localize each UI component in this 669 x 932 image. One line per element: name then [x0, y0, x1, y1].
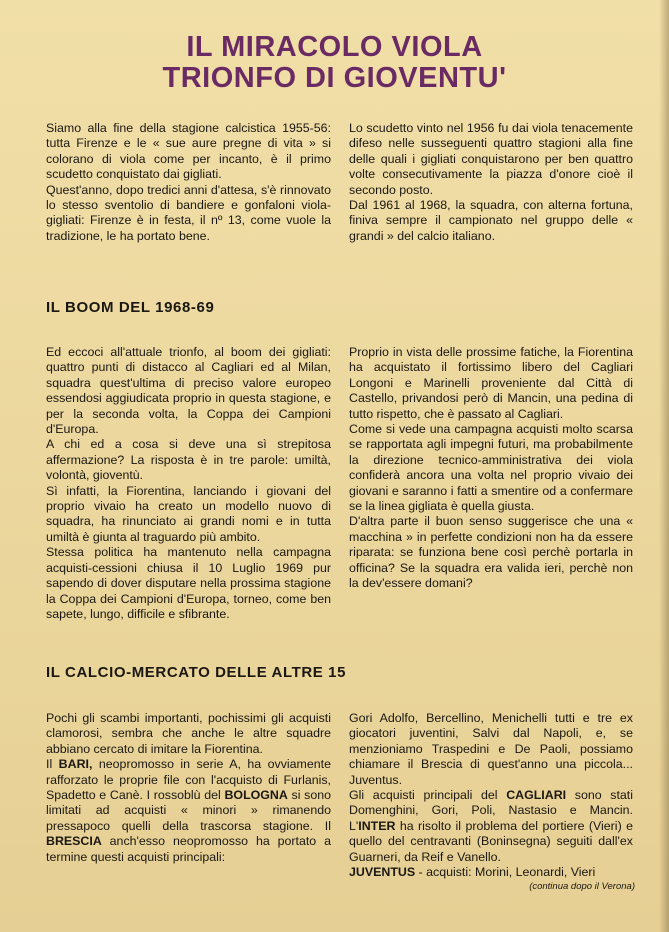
boom-left-paragraph-4: Stessa politica ha mantenuto nella campagna acquisti-cessioni chiusa il 10 Luglio 1969 pur sapendo di dover disputare nella prossima stagione la Coppa dei Campioni d'Europa, torneo, come ben sapete, lungo, difficile e sfibrante.: [46, 545, 331, 621]
intro-left-column: [46, 121, 331, 244]
mercato-left-column: [46, 711, 331, 865]
boom-right-paragraph-2: Come si vede una campagna acquisti molto scarsa se rapportata agli impegni futuri, ma probabilmente la direzione tecnico-amministrativa dei viola confiderà ancora una volta nel proprio vivaio dei giovani e saranno i fatti a smentire od a confermare se la linea gigliata è quella giusta.: [349, 422, 633, 514]
intro-left-paragraph-2: Quest'anno, dopo tredici anni d'attesa, s'è rinnovato lo stesso sventolio di bandiere e gonfaloni viola-gigliati: Firenze è in festa, il nº 13, come vuole la tradizione, le ha portato bene.: [46, 182, 331, 243]
mercato-right-paragraph-1: Gori Adolfo, Bercellino, Menichelli tutti e tre ex giocatori juventini, Salvi dal Napoli, e, se menzioniamo Traspedini e De Paoli, possiamo chiamare il Brescia di quest'anno una piccola... Juventus.: [349, 711, 633, 787]
intro-right-paragraph-2: Dal 1961 al 1968, la squadra, con alterna fortuna, finiva sempre il campionato nel gruppo delle « grandi » del calcio italiano.: [349, 198, 633, 243]
boom-left-paragraph-1: Ed eccoci all'attuale trionfo, al boom dei gigliati: quattro punti di distacco al Cagliari ed al Milan, squadra quest'ultima di preciso valore europeo essendosi aggiudicata proprio in questa stagione, e per la seconda volta, la Coppa dei Campioni d'Europa.: [46, 345, 331, 437]
mercato-right-column: [349, 711, 633, 880]
boom-left-paragraph-2: A chi ed a cosa si deve una sì strepitosa affermazione? La risposta è in tre parole: umiltà, volontà, gioventù.: [46, 437, 331, 483]
text-run: neopromosso in serie A, ha ovviamente rafforzato le proprie file con l'acquisto di Furlanis, Spadetto e Canè. I rossoblù del: [46, 757, 331, 803]
intro-left-paragraph-1: Siamo alla fine della stagione calcistica 1955-56: tutta Firenze e le « sue aure pregne di vita » si colorano di viola come per incanto, è il primo scudetto conquistato dai gigliati.: [46, 121, 331, 182]
main-title-line-2: TRIONFO DI GIOVENTU': [162, 62, 507, 94]
mercato-right-paragraph-2: [349, 788, 633, 865]
boom-left-paragraph-3: Sì infatti, la Fiorentina, lanciando i giovani del proprio vivaio ha creato un modello nuovo di squadra, ha rinunciato ai grandi nomi e in tutta umiltà è giunta al traguardo più ambito.: [46, 483, 331, 544]
boom-right-column: [349, 345, 633, 592]
boom-left-column: [46, 345, 331, 622]
text-run: ha risolto il problema del portiere (Vieri) e quello del centravanti (Boninsegna) seguiti dall'ex Guarneri, da Reif e Vanello.: [349, 818, 633, 864]
team-name-brescia: BRESCIA: [46, 834, 102, 849]
text-run: si sono limitati ad acquisti « minori » rimanendo pressapoco quelli della trascorsa stagione. Il: [46, 788, 331, 833]
intro-right-column: [349, 121, 633, 244]
team-name-inter: INTER: [358, 818, 396, 833]
text-run: Il: [46, 757, 59, 772]
continuation-note: (continua dopo il Verona): [529, 881, 635, 892]
text-run: Gli acquisti principali del: [349, 788, 507, 803]
page-edge-shadow: [659, 0, 669, 932]
section-heading-mercato: IL CALCIO-MERCATO DELLE ALTRE 15: [46, 664, 347, 681]
team-name-bologna: BOLOGNA: [224, 788, 288, 803]
text-run: - acquisti: Morini, Leonardi, Vieri: [415, 865, 596, 880]
text-run: anch'esso neopromosso ha portato a termine questi acquisti principali:: [46, 834, 331, 864]
text-run: sono stati Domenghini, Gori, Poli, Nastasio e Mancin. L': [349, 788, 633, 833]
section-heading-boom: IL BOOM DEL 1968-69: [46, 299, 215, 316]
team-name-juventus: JUVENTUS: [349, 865, 416, 880]
main-title-line-1: IL MIRACOLO VIOLA: [186, 31, 483, 63]
mercato-left-paragraph-1: Pochi gli scambi importanti, pochissimi gli acquisti clamorosi, sembra che anche le altre squadre abbiano cercato di imitare la Fiorentina.: [46, 711, 331, 756]
team-name-cagliari: CAGLIARI: [506, 788, 567, 803]
mercato-left-paragraph-2: [46, 757, 331, 865]
team-name-bari: BARI,: [58, 757, 93, 772]
mercato-right-paragraph-3: [349, 865, 633, 880]
boom-right-paragraph-1: Proprio in vista delle prossime fatiche, la Fiorentina ha acquistato il fortissimo libero del Cagliari Longoni e Marinelli proveniente dal Città di Castello, privandosi però di Mancin, una pedina di tutto rispetto, che è passato al Cagliari.: [349, 345, 633, 421]
intro-right-paragraph-1: Lo scudetto vinto nel 1956 fu dai viola tenacemente difeso nelle susseguenti quattro stagioni alla fine delle quali i gigliati conquistarono per ben quattro volte consecutivamente la piazza d'onore cioè il secondo posto.: [349, 121, 633, 197]
boom-right-paragraph-3: D'altra parte il buon senso suggerisce che una « macchina » in perfette condizioni non ha da essere riparata: se funziona bene così perchè portarla in officina? Se la squadra era valida ieri, perchè non la dev'essere domani?: [349, 514, 633, 591]
